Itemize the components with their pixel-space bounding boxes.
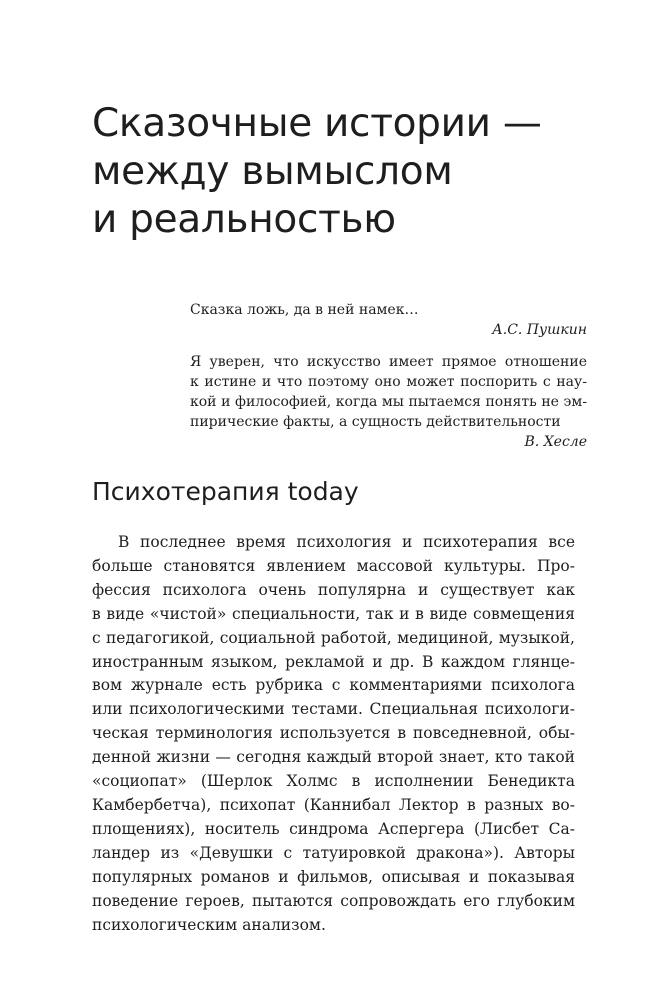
body-line: в виде «чистой» специальности, так и в виде совмещения bbox=[92, 604, 575, 623]
chapter-title-line: и реальностью bbox=[92, 197, 396, 242]
body-line: больше становятся явлением массовой культуры. Про- bbox=[92, 556, 575, 575]
body-line: с педагогикой, социальной работой, медициной, музыкой, bbox=[92, 628, 575, 647]
chapter-title bbox=[92, 100, 572, 244]
body-line: «социопат» (Шерлок Холмс в исполнении Бенедикта bbox=[92, 772, 575, 791]
epigraph-line: Я уверен, что искусство имеет прямое отношение bbox=[190, 354, 587, 370]
body-line: иностранным языком, рекламой и др. В каждом глянце- bbox=[92, 652, 575, 671]
epigraph-text bbox=[190, 300, 587, 320]
body-line: психологическим анализом. bbox=[92, 915, 326, 934]
epigraph-line: Сказка ложь, да в ней намек… bbox=[190, 302, 419, 318]
body-line: вом журнале есть рубрика с комментариями психолога bbox=[92, 676, 575, 695]
epigraph-line: к истине и что поэтому оно может поспорить с нау- bbox=[190, 374, 587, 390]
epigraph-author: В. Хесле bbox=[524, 434, 587, 450]
epigraph-pushkin bbox=[190, 300, 587, 340]
body-line: Камбербетча), психопат (Каннибал Лектор в разных во- bbox=[92, 795, 575, 814]
epigraph-line: пирические факты, а сущность действительности bbox=[190, 414, 561, 430]
epigraph-line: кой и философией, когда мы пытаемся понять не эм- bbox=[190, 394, 587, 410]
epigraphs bbox=[190, 300, 587, 464]
epigraph-hesle bbox=[190, 352, 587, 452]
epigraph-text bbox=[190, 352, 587, 432]
body-line: площениях), носитель синдрома Аспергера (Лисбет Са- bbox=[92, 819, 575, 838]
body-line: фессия психолога очень популярна и существует как bbox=[92, 580, 575, 599]
section-title: Психотерапия today bbox=[92, 477, 359, 506]
body-line: или психологическими тестами. Специальная психологи- bbox=[92, 700, 575, 719]
body-line: ландер из «Девушки с татуировкой дракона»). Авторы bbox=[92, 843, 575, 862]
chapter-title-line: между вымыслом bbox=[92, 149, 453, 194]
body-line: В последнее время психология и психотерапия все bbox=[118, 533, 575, 551]
body-line: поведение героев, пытаются сопровождать его глубоким bbox=[92, 891, 575, 910]
body-line: популярных романов и фильмов, описывая и показывая bbox=[92, 867, 575, 886]
body-line: денной жизни — сегодня каждый второй знает, кто такой bbox=[92, 748, 575, 767]
epigraph-author: А.С. Пушкин bbox=[492, 322, 587, 338]
chapter-title-line: Сказочные истории — bbox=[92, 101, 542, 146]
body-line: ческая терминология используется в повседневной, обы- bbox=[92, 724, 575, 743]
body-paragraph bbox=[92, 531, 575, 937]
